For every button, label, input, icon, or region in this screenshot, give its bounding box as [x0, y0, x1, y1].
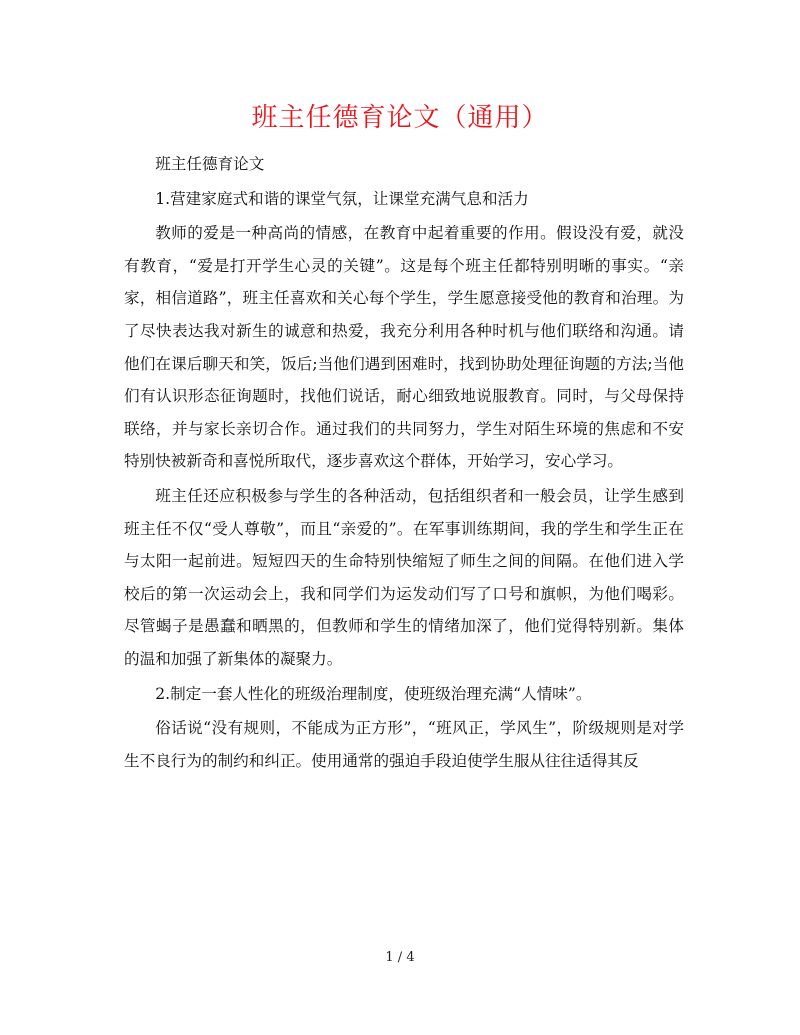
paragraph-heading-2: 2.制定一套人性化的班级治理制度，使班级治理充满“人情味”。 [155, 684, 592, 703]
document-title: 班主任德育论文（通用） [251, 103, 549, 133]
paragraph-body-3: 俗话说“没有规则，不能成为正方形”，“班风正，学风生”，阶级规则是对学生不良行为的制约和纠正。使用通常的强迫手段迫使学生服从往往适得其反 [124, 719, 684, 770]
page-number: 1 / 4 [385, 950, 415, 965]
paragraph-subtitle: 班主任德育论文 [155, 155, 265, 173]
paragraph-body-1: 教师的爱是一种高尚的情感，在教育中起着重要的作用。假设没有爱，就没有教育，“爱是打开学生心灵的关键”。这是每个班主任都特别明晰的事实。“亲家，相信道路”，班主任喜欢和关心每个学生，学生愿意接受他的教育和治理。为了尽快表达我对新生的诚意和热爱，我充分利用各种时机与他们联络和沟通。请他们在课后聊天和笑，饭后;当他们遇到困难时，找到协助处理征询题的方法;当他们有认识形态征询题时，找他们说话，耐心细致地说服教育。同时，与父母保持联络，并与家长亲切合作。通过我们的共同努力，学生对陌生环境的焦虑和不安特别快被新奇和喜悦所取代，逐步喜欢这个群体，开始学习，安心学习。 [124, 224, 684, 471]
paragraph-body-2: 班主任还应积极参与学生的各种活动，包括组织者和一般会员，让学生感到班主任不仅“受人尊敬”，而且“亲爱的”。在军事训练期间，我的学生和学生正在与太阳一起前进。短短四天的生命特别快缩短了师生之间的间隔。在他们进入学校后的第一次运动会上，我和同学们为运发动们写了口号和旗帜，为他们喝彩。尽管蝎子是愚蠢和晒黑的，但教师和学生的情绪加深了，他们觉得特别新。集体的温和加强了新集体的凝聚力。 [124, 486, 684, 668]
paragraph-heading-1: 1.营建家庭式和谐的课堂气氛，让课堂充满气息和活力 [155, 189, 529, 208]
document-body [124, 148, 684, 777]
